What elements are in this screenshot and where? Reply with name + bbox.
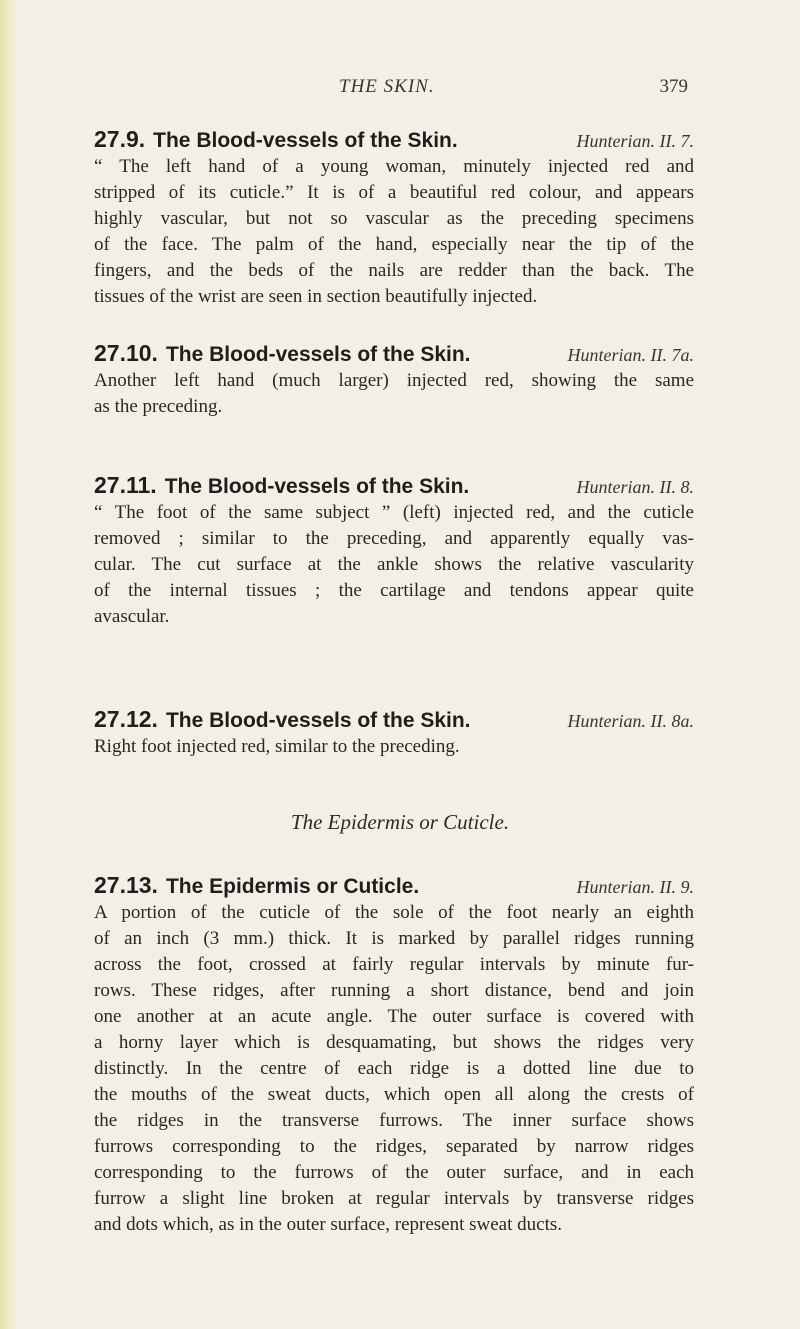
text-line: furrow a slight line broken at regular intervals by transverse ridges (94, 1188, 694, 1209)
entry-heading (94, 870, 694, 900)
entry-27-12 (94, 704, 694, 760)
entry-description (94, 500, 694, 630)
entry-title: The Blood-vessels of the Skin. (164, 475, 470, 498)
entry-title-group (94, 338, 471, 370)
entry-title: The Blood-vessels of the Skin. (165, 343, 471, 366)
entry-reference: Hunterian. II. 7a. (567, 345, 694, 365)
text-line: as the preceding. (94, 396, 223, 417)
entry-reference: Hunterian. II. 8. (576, 477, 694, 497)
entry-description (94, 154, 694, 310)
entry-heading (94, 124, 694, 154)
text-line: highly vascular, but not so vascular as the preceding specimens (94, 208, 694, 229)
entry-number: 27.12. (94, 706, 158, 732)
entry-description (94, 900, 694, 1238)
text-line: a horny layer which is desquamating, but shows the ridges very (94, 1032, 694, 1053)
entry-title-group (94, 470, 469, 502)
entry-number: 27.11. (94, 472, 157, 498)
entry-description (94, 368, 694, 420)
entry-reference: Hunterian. II. 7. (576, 131, 694, 151)
entry-heading (94, 338, 694, 368)
entry-title-group (94, 124, 458, 156)
entry-number: 27.10. (94, 340, 158, 366)
section-heading: The Epidermis or Cuticle. (290, 810, 510, 834)
entry-title: The Blood-vessels of the Skin. (165, 709, 471, 732)
entry-title: The Epidermis or Cuticle. (165, 875, 420, 898)
text-line: the mouths of the sweat ducts, which open all along the crests of (94, 1084, 694, 1105)
entry-title: The Blood-vessels of the Skin. (153, 129, 458, 152)
text-line: Another left hand (much larger) injected red, showing the same (94, 370, 694, 391)
text-line: furrows corresponding to the ridges, separated by narrow ridges (94, 1136, 694, 1157)
text-line: cular. The cut surface at the ankle shows the relative vascularity (94, 554, 694, 575)
text-line: across the foot, crossed at fairly regular intervals by minute fur- (94, 954, 694, 975)
text-line: and dots which, as in the outer surface, represent sweat ducts. (94, 1214, 562, 1235)
entry-heading (94, 704, 694, 734)
entry-description (94, 734, 694, 760)
entry-27-11 (94, 470, 694, 630)
entry-number: 27.13. (94, 872, 158, 898)
page-number: 379 (659, 76, 688, 97)
text-line: one another at an acute angle. The outer surface is covered with (94, 1006, 694, 1027)
text-line: removed ; similar to the preceding, and apparently equally vas- (94, 528, 694, 549)
entry-27-13 (94, 870, 694, 1238)
text-line: “ The left hand of a young woman, minutely injected red and (94, 156, 694, 177)
text-line: the ridges in the transverse furrows. The inner surface shows (94, 1110, 694, 1131)
text-line: fingers, and the beds of the nails are redder than the back. The (94, 260, 694, 281)
entry-27-9 (94, 124, 694, 310)
running-title: THE SKIN. (339, 76, 435, 97)
text-line: of an inch (3 mm.) thick. It is marked by parallel ridges running (94, 928, 694, 949)
text-line: Right foot injected red, similar to the preceding. (94, 736, 460, 757)
text-line: stripped of its cuticle.” It is of a beautiful red colour, and appears (94, 182, 694, 203)
text-line: avascular. (94, 606, 170, 627)
entry-heading (94, 470, 694, 500)
entry-title-group (94, 704, 471, 736)
text-line: A portion of the cuticle of the sole of the foot nearly an eighth (94, 902, 694, 923)
entry-27-10 (94, 338, 694, 420)
text-line: corresponding to the furrows of the outer surface, and in each (94, 1162, 694, 1183)
text-line: of the internal tissues ; the cartilage and tendons appear quite (94, 580, 694, 601)
entry-number: 27.9. (94, 126, 146, 152)
text-line: tissues of the wrist are seen in section beautifully injected. (94, 286, 538, 307)
text-line: rows. These ridges, after running a short distance, bend and join (94, 980, 694, 1001)
entry-reference: Hunterian. II. 8a. (567, 711, 694, 731)
text-line: “ The foot of the same subject ” (left) injected red, and the cuticle (94, 502, 694, 523)
entry-title-group (94, 870, 419, 902)
text-line: of the face. The palm of the hand, especially near the tip of the (94, 234, 694, 255)
text-line: distinctly. In the centre of each ridge is a dotted line due to (94, 1058, 694, 1079)
entry-reference: Hunterian. II. 9. (576, 877, 694, 897)
